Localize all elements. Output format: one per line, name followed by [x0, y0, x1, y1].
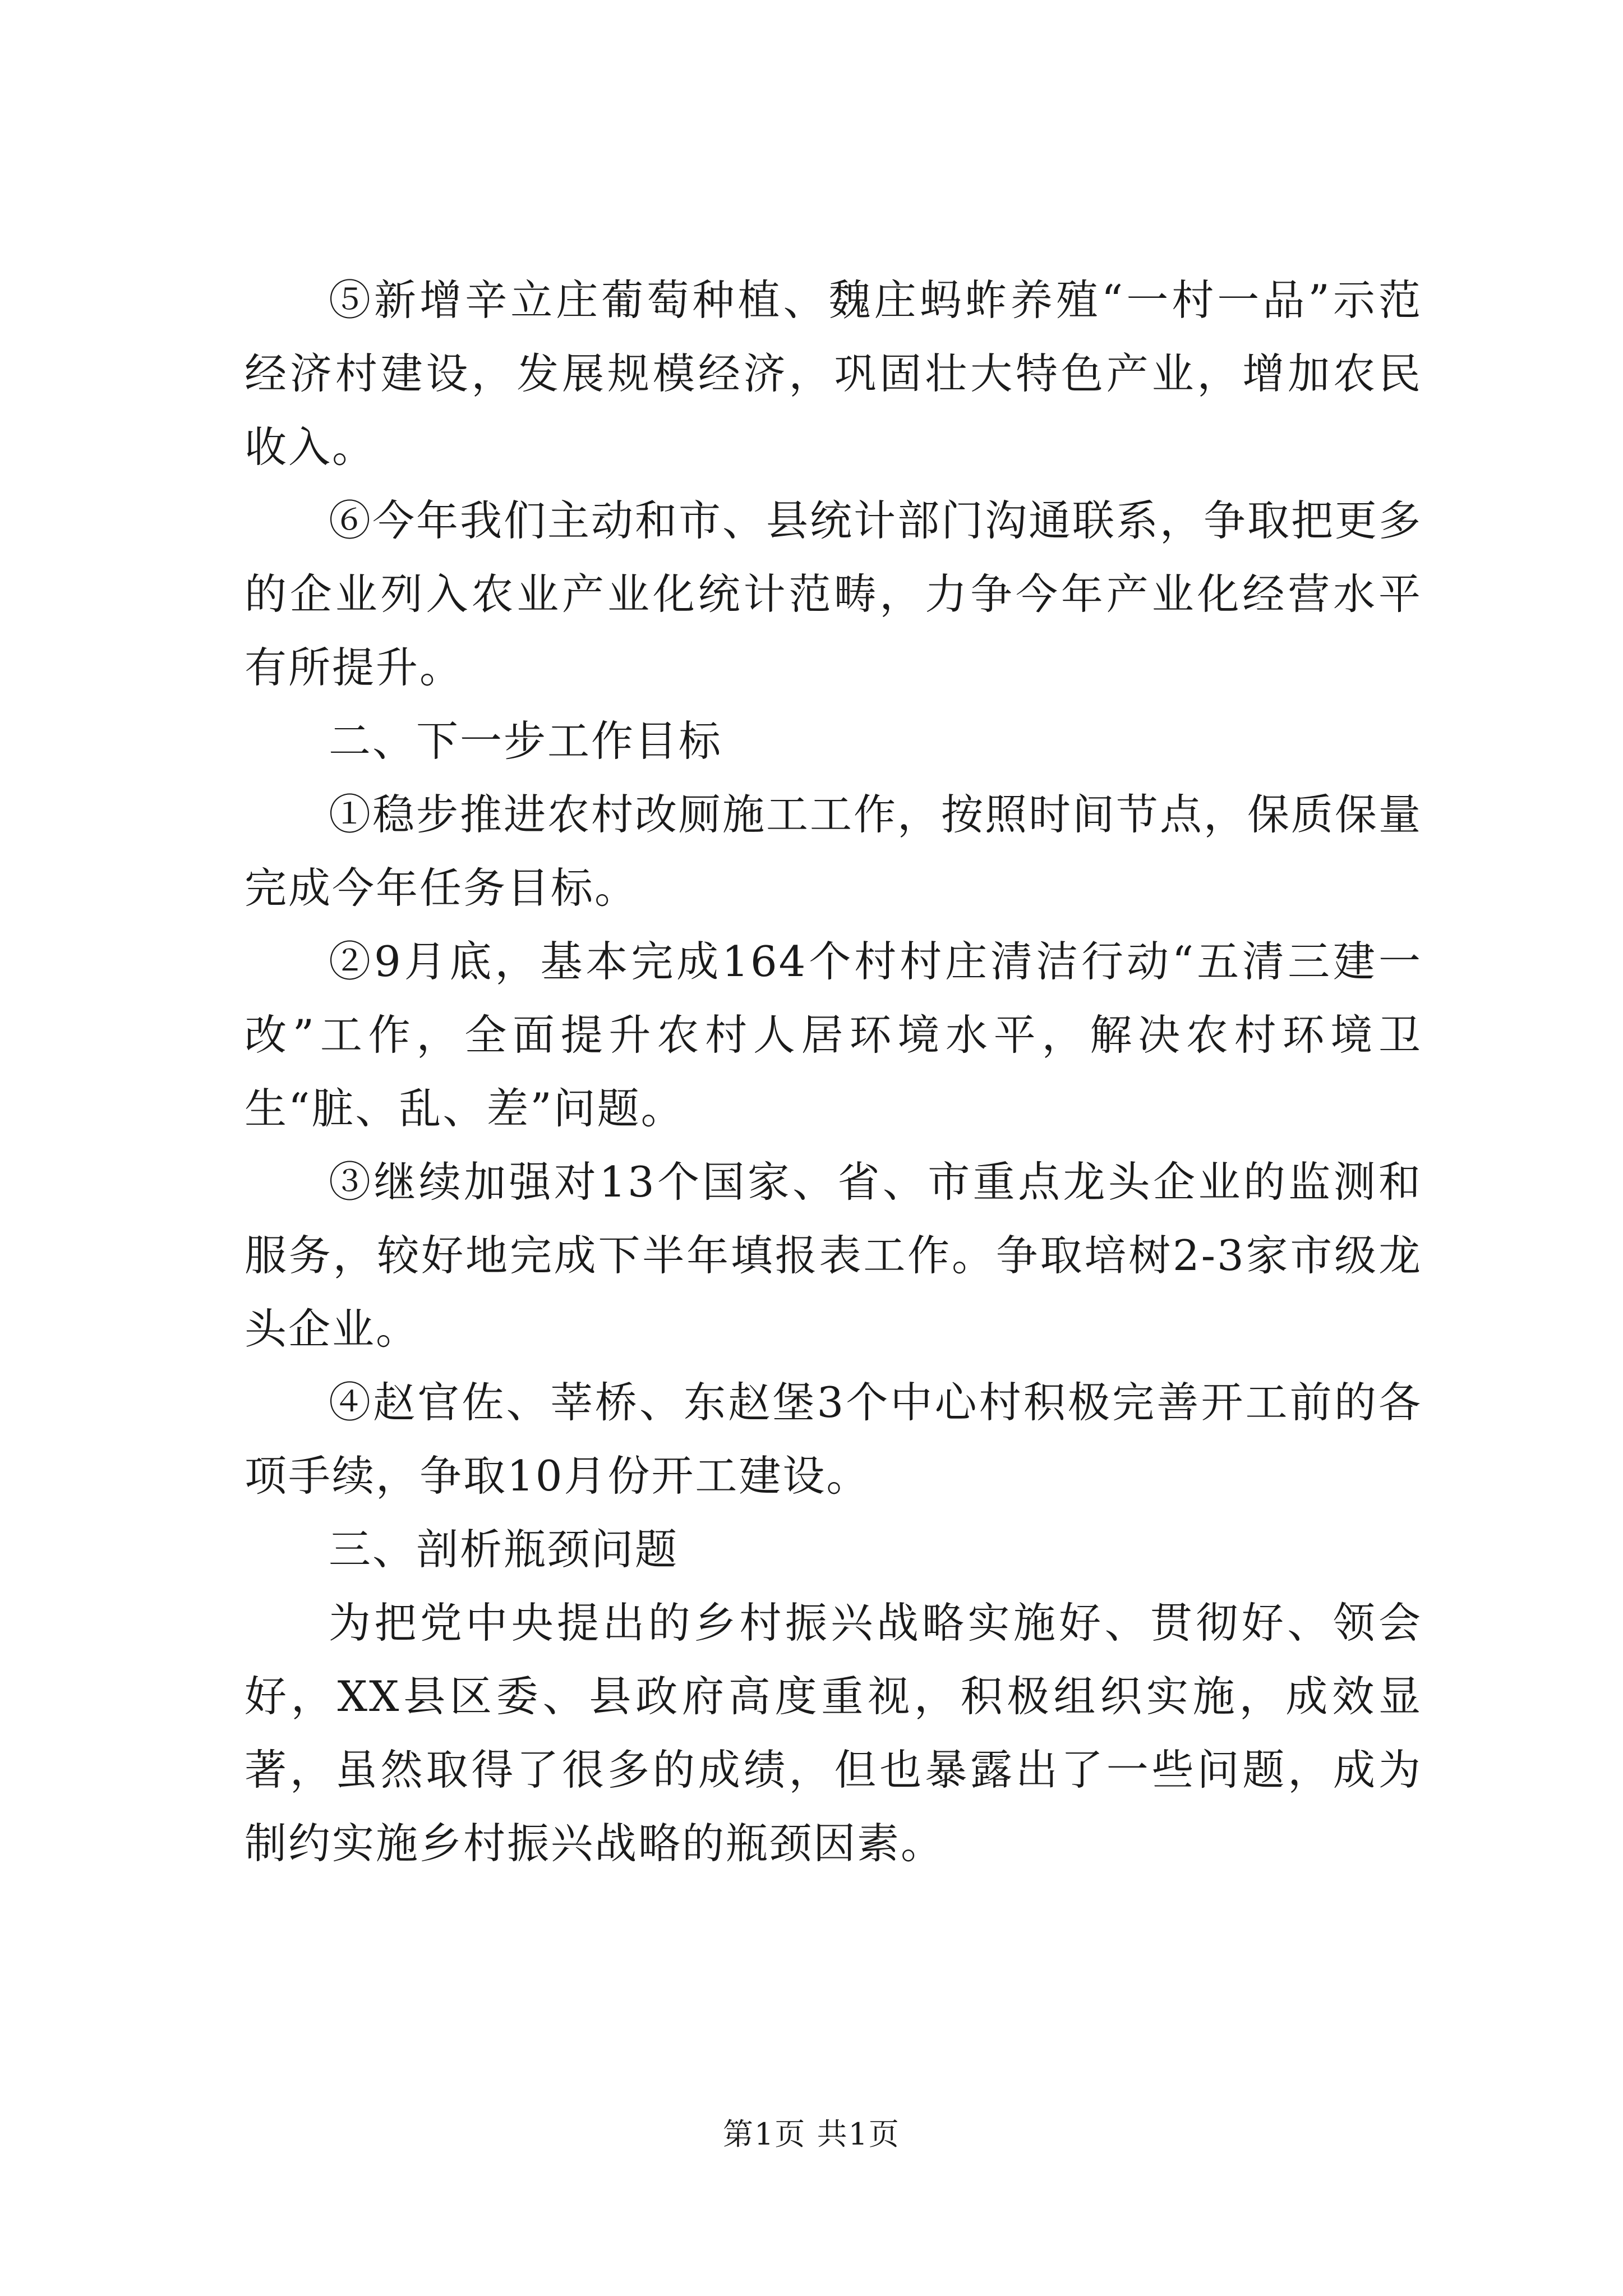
document-body [245, 264, 1422, 1880]
section-heading-bottlenecks: 三、剖析瓶颈问题 [329, 1525, 679, 1574]
paragraph-bottlenecks: 为把党中央提出的乡村振兴战略实施好、贯彻好、领会好，XX县区委、县政府高度重视，积极组织实施，成效显著，虽然取得了很多的成绩，但也暴露出了一些问题，成为制约实施乡村振兴战略的瓶颈因素。 [245, 1598, 1422, 1868]
paragraph-goal-1: ①稳步推进农村改厕施工工作，按照时间节点，保质保量完成今年任务目标。 [245, 790, 1423, 913]
paragraph-goal-2: ②9月底，基本完成164个村村庄清洁行动“五清三建一改”工作，全面提升农村人居环境水平，解决农村环境卫生“脏、乱、差”问题。 [245, 937, 1422, 1133]
page-footer: 第1页 共1页 [723, 2116, 900, 2152]
paragraph-item-5: ⑤新增辛立庄葡萄种植、魏庄蚂蚱养殖“一村一品”示范经济村建设，发展规模经济，巩固壮大特色产业，增加农民收入。 [245, 275, 1422, 472]
section-heading-next-steps: 二、下一步工作目标 [329, 716, 723, 766]
paragraph-goal-4: ④赵官佐、莘桥、东赵堡3个中心村积极完善开工前的各项手续，争取10月份开工建设。 [245, 1378, 1422, 1501]
paragraph-item-6: ⑥今年我们主动和市、县统计部门沟通联系，争取把更多的企业列入农业产业化统计范畴，力争今年产业化经营水平有所提升。 [245, 496, 1423, 692]
paragraph-goal-3: ③继续加强对13个国家、省、市重点龙头企业的监测和服务，较好地完成下半年填报表工作。争取培树2-3家市级龙头企业。 [245, 1157, 1422, 1354]
